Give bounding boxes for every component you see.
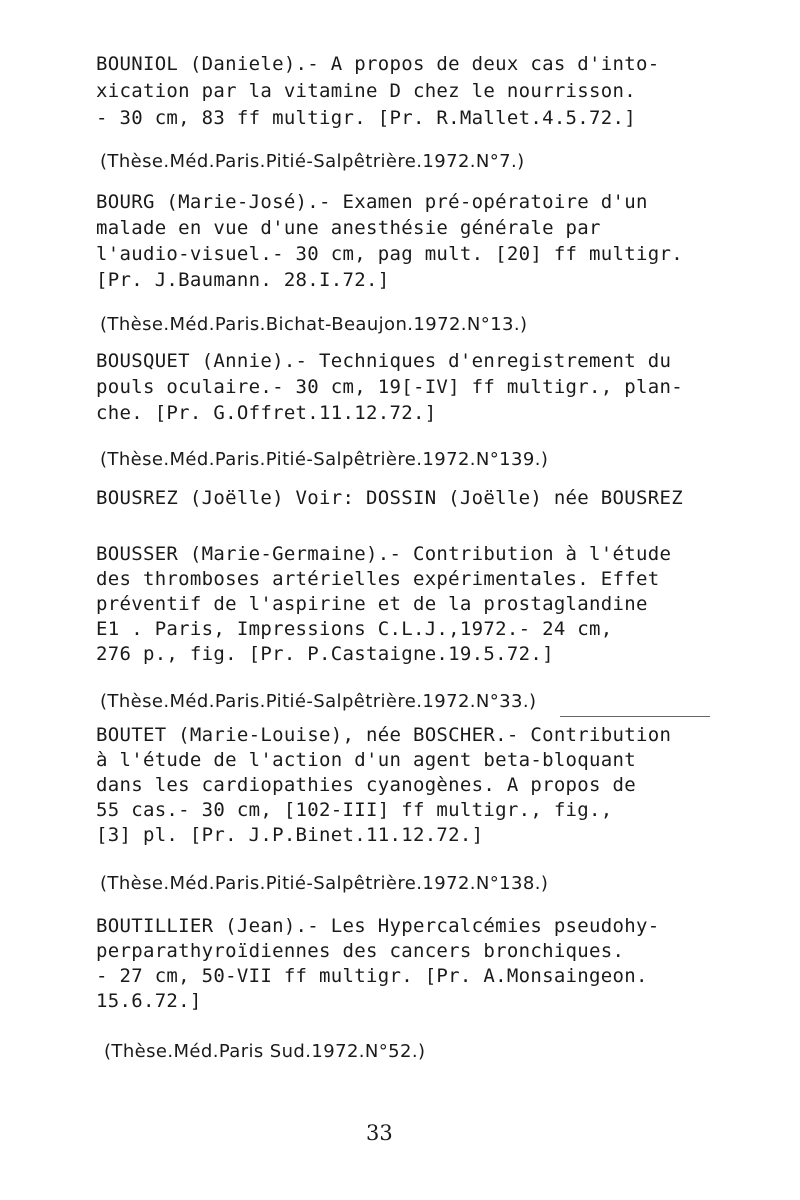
entry-boutet-line-2: à l'étude de l'action d'un agent beta-bloquant — [96, 749, 636, 771]
entry-boutet-line-1: BOUTET (Marie-Louise), née BOSCHER.- Contribution — [96, 724, 672, 746]
entry-bousser-note: (Thèse.Méd.Paris.Pitié-Salpêtrière.1972.N°33.) — [100, 691, 537, 712]
entry-bourg-line-1: BOURG (Marie-José).- Examen pré-opératoire d'un — [96, 191, 648, 213]
entry-bousquet-line-3: che. [Pr. G.Offret.11.12.72.] — [96, 402, 437, 424]
entry-bousser-line-5: 276 p., fig. [Pr. P.Castaigne.19.5.72.] — [96, 643, 554, 665]
entry-bousser-line-4: E1 . Paris, Impressions C.L.J.,1972.- 24 cm, — [96, 618, 613, 640]
entry-boutillier-note: (Thèse.Méd.Paris Sud.1972.N°52.) — [104, 1041, 426, 1062]
entry-boutet-line-5: [3] pl. [Pr. J.P.Binet.11.12.72.] — [96, 824, 484, 846]
entry-bousser-line-3: préventif de l'aspirine et de la prostaglandine — [96, 593, 648, 615]
entry-boutet-line-4: 55 cas.- 30 cm, [102-III] ff multigr., fig., — [96, 799, 613, 821]
entry-boutillier-line-2: perparathyroïdiennes des cancers bronchiques. — [96, 940, 625, 962]
entry-bouniol-line-1: BOUNIOL (Daniele).- A propos de deux cas d'into- — [96, 53, 660, 75]
entry-boutillier-line-3: - 27 cm, 50-VII ff multigr. [Pr. A.Monsaingeon. — [96, 965, 648, 987]
entry-bousrez-line-1: BOUSREZ (Joëlle) Voir: DOSSIN (Joëlle) née BOUSREZ — [96, 487, 683, 509]
entry-boutillier-line-1: BOUTILLIER (Jean).- Les Hypercalcémies pseudohy- — [96, 915, 660, 937]
page-number: 33 — [366, 1121, 393, 1145]
entry-boutillier-line-4: 15.6.72.] — [96, 990, 202, 1012]
entry-bourg-line-4: [Pr. J.Baumann. 28.I.72.] — [96, 269, 390, 291]
divider-rule — [560, 716, 710, 717]
entry-bousser-line-2: des thromboses artérielles expérimentales. Effet — [96, 568, 660, 590]
entry-bousser-line-1: BOUSSER (Marie-Germaine).- Contribution à l'étude — [96, 543, 672, 565]
entry-bouniol-note: (Thèse.Méd.Paris.Pitié-Salpêtrière.1972.N°7.) — [100, 151, 525, 172]
entry-bourg-line-3: l'audio-visuel.- 30 cm, pag mult. [20] ff multigr. — [96, 243, 683, 265]
entry-bousquet-line-2: pouls oculaire.- 30 cm, 19[-IV] ff multigr., plan- — [96, 376, 683, 398]
entry-bousquet-note: (Thèse.Méd.Paris.Pitié-Salpêtrière.1972.N°139.) — [100, 449, 549, 470]
entry-bouniol-line-3: - 30 cm, 83 ff multigr. [Pr. R.Mallet.4.5.72.] — [96, 107, 636, 129]
entry-bousquet-line-1: BOUSQUET (Annie).- Techniques d'enregistrement du — [96, 350, 672, 372]
entry-boutet-note: (Thèse.Méd.Paris.Pitié-Salpêtrière.1972.N°138.) — [100, 873, 549, 894]
entry-bourg-line-2: malade en vue d'une anesthésie générale par — [96, 217, 601, 239]
entry-bouniol-line-2: xication par la vitamine D chez le nourrisson. — [96, 80, 636, 102]
entry-bourg-note: (Thèse.Méd.Paris.Bichat-Beaujon.1972.N°13.) — [100, 314, 528, 335]
entry-boutet-line-3: dans les cardiopathies cyanogènes. A propos de — [96, 774, 636, 796]
